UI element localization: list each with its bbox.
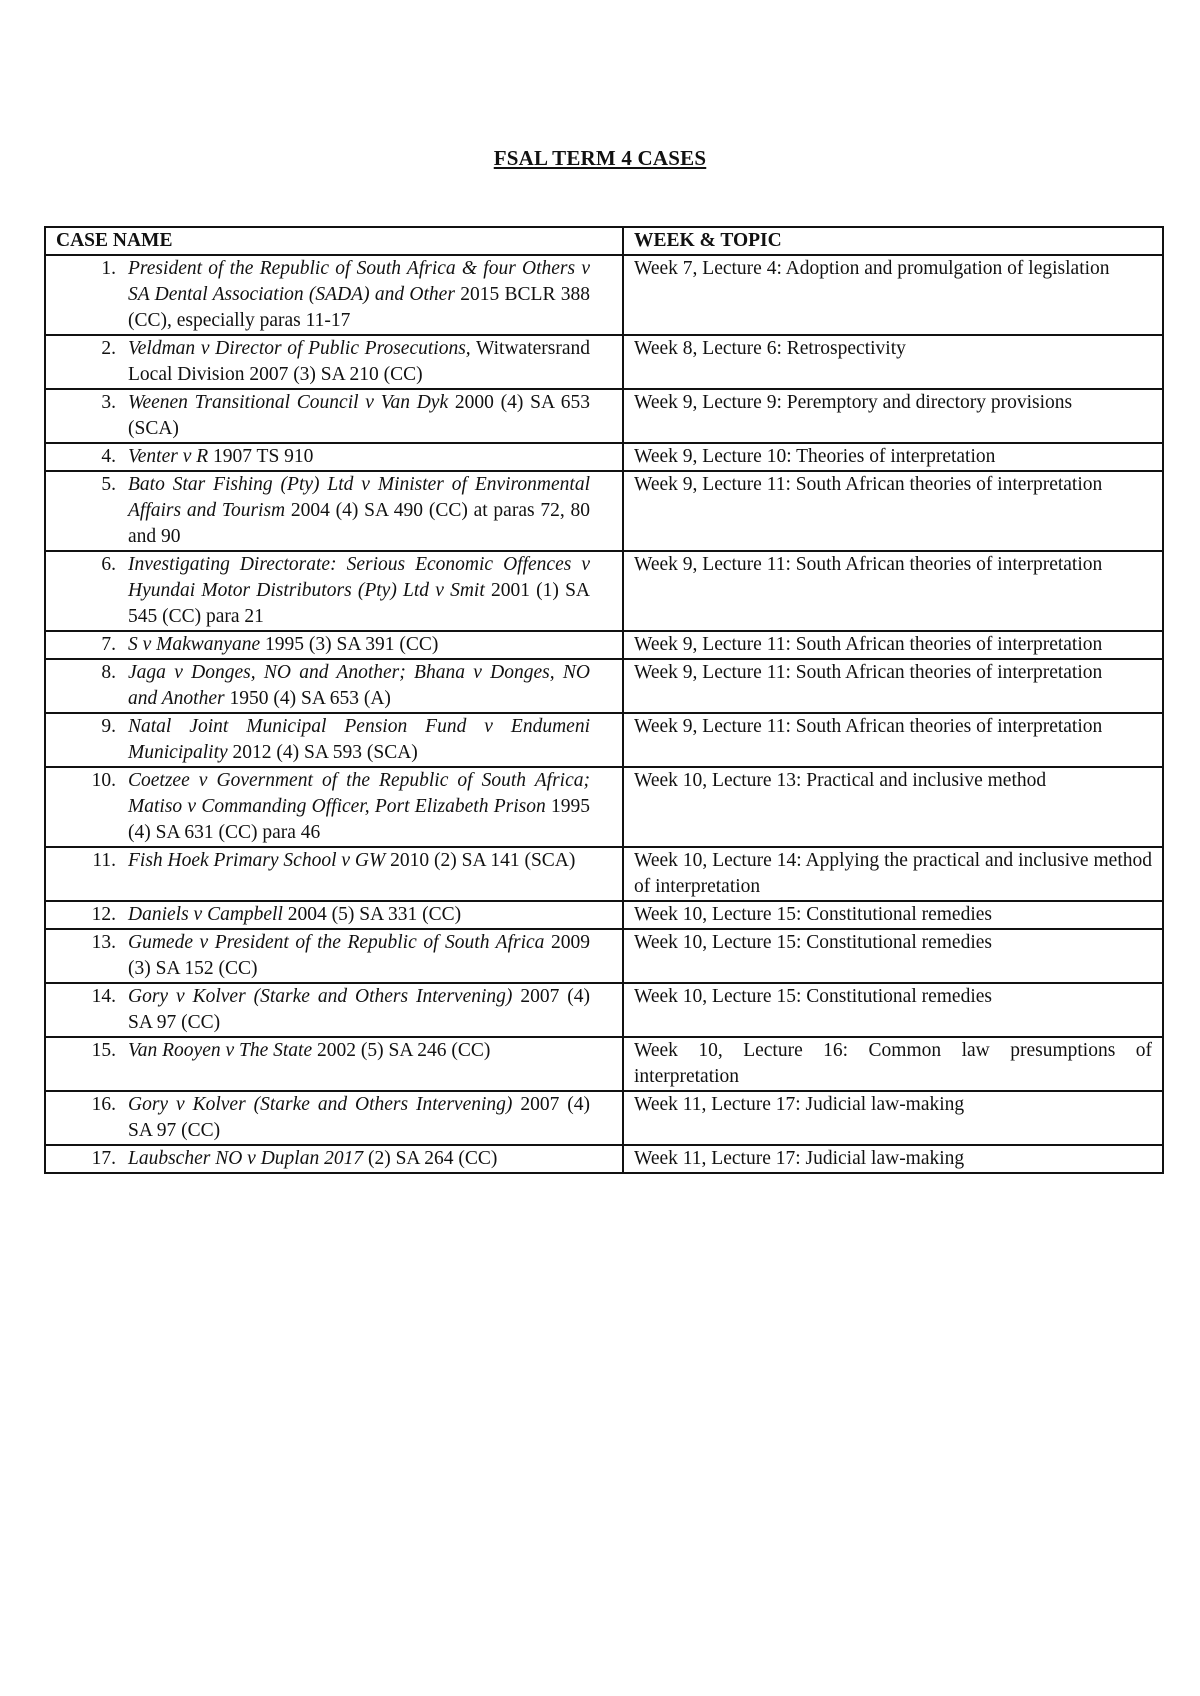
case-citation	[128, 984, 590, 1036]
case-citation	[128, 1038, 590, 1064]
case-title: Investigating Directorate: Serious Economic Offences v Hyundai Motor Distributors (Pty) Ltd v Smit	[128, 554, 590, 601]
case-number: 3.	[101, 392, 116, 413]
case-number: 6.	[101, 554, 116, 575]
case-number: 1.	[101, 258, 116, 279]
week-topic-cell: Week 10, Lecture 16: Common law presumptions of interpretation	[623, 1037, 1163, 1091]
table-row	[45, 713, 1163, 767]
case-title: Gory v Kolver (Starke and Others Intervening)	[128, 1094, 513, 1115]
case-number: 4.	[101, 446, 116, 467]
case-citation	[128, 848, 590, 874]
week-topic-cell: Week 10, Lecture 15: Constitutional remedies	[623, 929, 1163, 983]
case-name-cell	[45, 335, 623, 389]
case-citation	[128, 552, 590, 630]
case-title: Jaga v Donges, NO and Another; Bhana v Donges, NO and Another	[128, 662, 590, 709]
week-topic-cell: Week 10, Lecture 13: Practical and inclusive method	[623, 767, 1163, 847]
case-citation	[128, 472, 590, 550]
case-reference: Witwatersrand Local Division 2007 (3) SA 210 (CC)	[128, 338, 590, 385]
case-citation	[128, 336, 590, 388]
table-row	[45, 335, 1163, 389]
case-name-cell	[45, 901, 623, 929]
case-name-cell	[45, 443, 623, 471]
case-name-cell	[45, 551, 623, 631]
case-number: 9.	[101, 716, 116, 737]
case-title: Gumede v President of the Republic of South Africa	[128, 932, 545, 953]
case-title: Daniels v Campbell	[128, 904, 283, 925]
case-title: Weenen Transitional Council v Van Dyk	[128, 392, 449, 413]
week-topic-cell: Week 9, Lecture 9: Peremptory and directory provisions	[623, 389, 1163, 443]
table-body	[45, 255, 1163, 1173]
case-name-cell	[45, 1037, 623, 1091]
case-name-cell	[45, 659, 623, 713]
cases-table	[44, 226, 1164, 1174]
case-number: 12.	[91, 904, 116, 925]
case-reference: 2001 (1) SA 545 (CC) para 21	[128, 580, 590, 627]
case-title: Fish Hoek Primary School v GW	[128, 850, 386, 871]
case-reference: 2000 (4) SA 653 (SCA)	[128, 392, 590, 439]
case-citation	[128, 256, 590, 334]
case-citation	[128, 902, 590, 928]
case-citation	[128, 1146, 590, 1172]
table-row	[45, 983, 1163, 1037]
week-topic-cell: Week 9, Lecture 11: South African theories of interpretation	[623, 659, 1163, 713]
table-row	[45, 631, 1163, 659]
case-name-cell	[45, 471, 623, 551]
case-reference: 2007 (4) SA 97 (CC)	[128, 986, 590, 1033]
case-number: 11.	[92, 850, 116, 871]
case-number: 7.	[101, 634, 116, 655]
table-row	[45, 847, 1163, 901]
table-header-row	[45, 227, 1163, 255]
case-number: 2.	[101, 338, 116, 359]
case-number: 8.	[101, 662, 116, 683]
case-reference: 1950 (4) SA 653 (A)	[224, 688, 391, 709]
week-topic-cell: Week 9, Lecture 11: South African theories of interpretation	[623, 551, 1163, 631]
case-reference: 2012 (4) SA 593 (SCA)	[227, 742, 418, 763]
week-topic-cell: Week 8, Lecture 6: Retrospectivity	[623, 335, 1163, 389]
case-reference: 2010 (2) SA 141 (SCA)	[385, 850, 576, 871]
case-title: Bato Star Fishing (Pty) Ltd v Minister of Environmental Affairs and Tourism	[128, 474, 590, 521]
table-row	[45, 929, 1163, 983]
case-title: Coetzee v Government of the Republic of South Africa; Matiso v Commanding Officer, Port Elizabeth Prison	[128, 770, 590, 817]
case-title: S v Makwanyane	[128, 634, 261, 655]
case-reference: 1995 (3) SA 391 (CC)	[260, 634, 439, 655]
case-citation	[128, 714, 590, 766]
case-title: Natal Joint Municipal Pension Fund v Endumeni Municipality	[128, 716, 590, 763]
table-row	[45, 551, 1163, 631]
case-reference: 2004 (5) SA 331 (CC)	[282, 904, 462, 925]
case-reference: (2) SA 264 (CC)	[363, 1148, 498, 1169]
case-name-cell	[45, 983, 623, 1037]
case-name-cell	[45, 929, 623, 983]
table-row	[45, 255, 1163, 335]
case-reference: 1907 TS 910	[208, 446, 314, 467]
week-topic-cell: Week 11, Lecture 17: Judicial law-making	[623, 1145, 1163, 1173]
case-name-cell	[45, 767, 623, 847]
table-row	[45, 767, 1163, 847]
week-topic-cell: Week 9, Lecture 11: South African theories of interpretation	[623, 631, 1163, 659]
week-topic-cell: Week 7, Lecture 4: Adoption and promulgation of legislation	[623, 255, 1163, 335]
case-title: Venter v R	[128, 446, 209, 467]
week-topic-cell: Week 11, Lecture 17: Judicial law-making	[623, 1091, 1163, 1145]
table-row	[45, 901, 1163, 929]
table-row	[45, 1037, 1163, 1091]
case-title: Veldman v Director of Public Prosecutions,	[128, 338, 471, 359]
case-citation	[128, 768, 590, 846]
case-name-cell	[45, 631, 623, 659]
case-title: Laubscher NO v Duplan 2017	[128, 1148, 364, 1169]
case-reference: 2015 BCLR 388 (CC), especially paras 11-17	[128, 284, 590, 331]
case-citation	[128, 390, 590, 442]
week-topic-cell: Week 10, Lecture 15: Constitutional remedies	[623, 983, 1163, 1037]
case-number: 10.	[91, 770, 116, 791]
case-number: 15.	[91, 1040, 116, 1061]
case-reference: 2002 (5) SA 246 (CC)	[312, 1040, 491, 1061]
case-number: 13.	[91, 932, 116, 953]
case-citation	[128, 1092, 590, 1144]
table-row	[45, 389, 1163, 443]
case-name-cell	[45, 389, 623, 443]
case-citation	[128, 660, 590, 712]
week-topic-cell: Week 9, Lecture 10: Theories of interpretation	[623, 443, 1163, 471]
table-row	[45, 1091, 1163, 1145]
case-name-cell	[45, 713, 623, 767]
case-name-cell	[45, 847, 623, 901]
table-row	[45, 1145, 1163, 1173]
week-topic-cell: Week 10, Lecture 14: Applying the practical and inclusive method of interpretation	[623, 847, 1163, 901]
case-title: Gory v Kolver (Starke and Others Intervening)	[128, 986, 513, 1007]
week-topic-cell: Week 10, Lecture 15: Constitutional remedies	[623, 901, 1163, 929]
case-number: 14.	[91, 986, 116, 1007]
case-reference: 2007 (4) SA 97 (CC)	[128, 1094, 590, 1141]
case-name-cell	[45, 255, 623, 335]
week-topic-cell: Week 9, Lecture 11: South African theories of interpretation	[623, 471, 1163, 551]
table-row	[45, 443, 1163, 471]
case-reference: 2009 (3) SA 152 (CC)	[128, 932, 591, 979]
table-row	[45, 471, 1163, 551]
case-number: 5.	[101, 474, 116, 495]
case-citation	[128, 632, 590, 658]
document-title: FSAL TERM 4 CASES	[493, 146, 707, 170]
table-row	[45, 659, 1163, 713]
case-number: 16.	[91, 1094, 116, 1115]
column-header-week-topic: WEEK & TOPIC	[623, 227, 1163, 255]
case-name-cell	[45, 1145, 623, 1173]
case-citation	[128, 930, 590, 982]
case-reference: 2004 (4) SA 490 (CC) at paras 72, 80 and 90	[128, 500, 590, 547]
case-title: President of the Republic of South Africa & four Others v SA Dental Association (SADA) and Other	[128, 258, 590, 305]
case-number: 17.	[91, 1148, 116, 1169]
week-topic-cell: Week 9, Lecture 11: South African theories of interpretation	[623, 713, 1163, 767]
case-citation	[128, 444, 590, 470]
column-header-case-name: CASE NAME	[45, 227, 623, 255]
case-name-cell	[45, 1091, 623, 1145]
case-reference: 1995 (4) SA 631 (CC) para 46	[128, 796, 590, 843]
case-title: Van Rooyen v The State	[128, 1040, 313, 1061]
